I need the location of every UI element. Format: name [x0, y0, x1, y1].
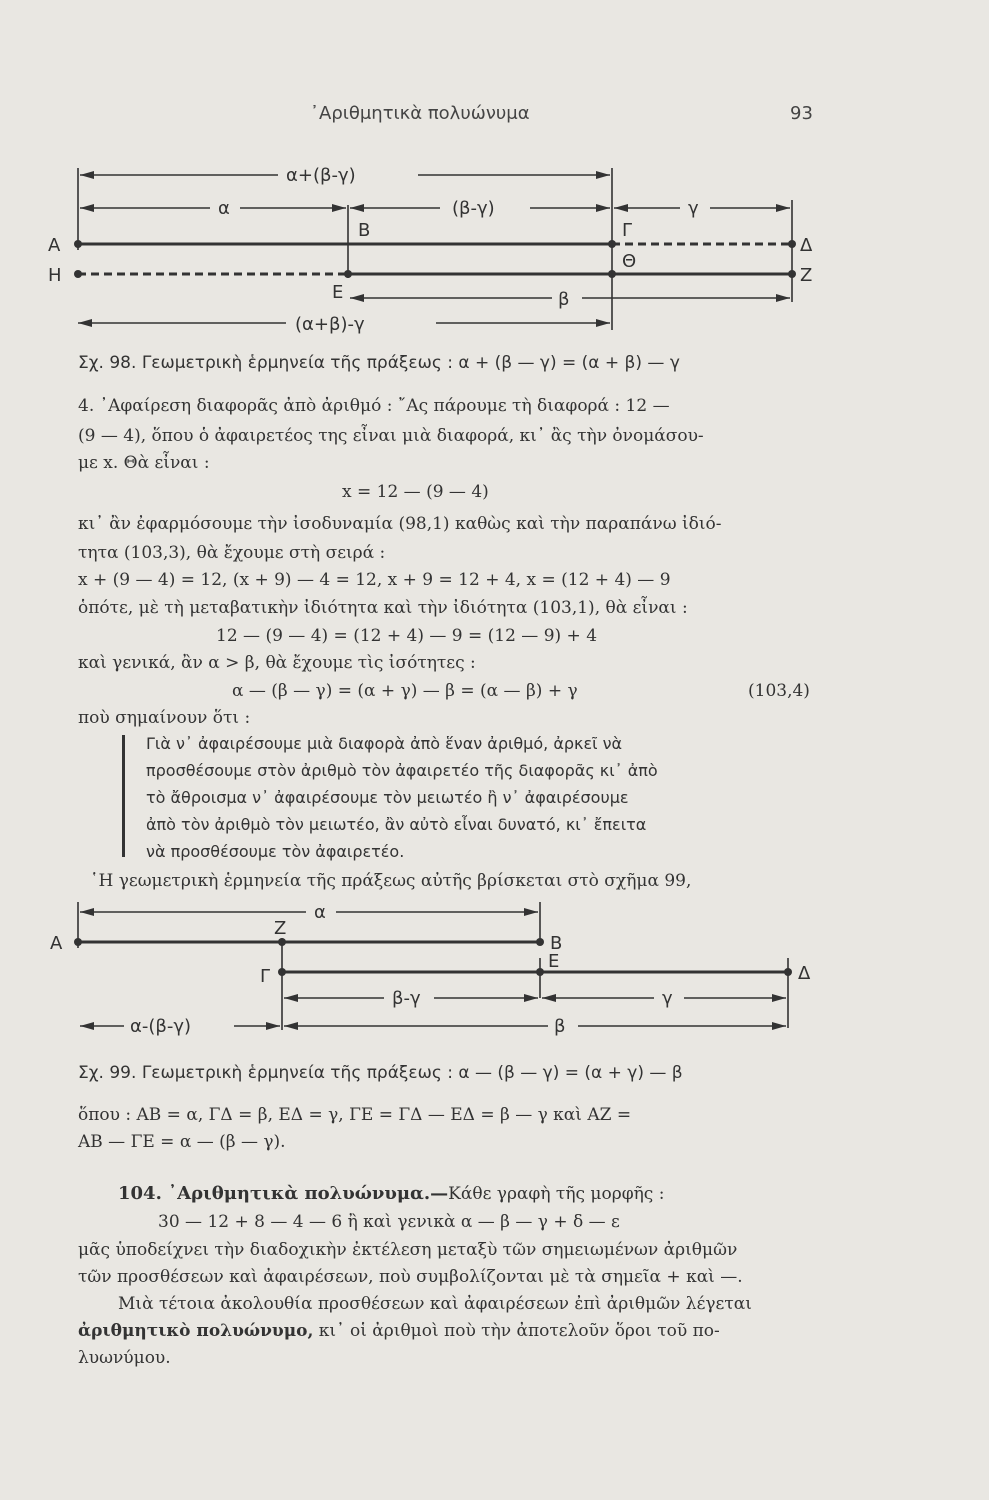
point-G: [608, 240, 616, 248]
point-D: [784, 968, 792, 976]
fig98-label-Th: Θ: [622, 251, 637, 272]
fig98-label-H: H: [48, 265, 62, 286]
fig98-label-Z: Z: [800, 265, 813, 286]
fig99-label-a-minus: α-(β-γ): [130, 1016, 192, 1037]
rule-line-4: ἀπὸ τὸν ἀριθμὸ τὸν μειωτέο, ἂν αὐτὸ εἶναι δυνατό, κι᾿ ἔπειτα: [146, 815, 647, 834]
point-H: [74, 270, 82, 278]
s4-line4: κι᾿ ἂν ἐφαρμόσουμε τὴν ἰσοδυναμία (98,1) καθὼς καὶ τὴν παραπάνω ἰδιό-: [78, 514, 722, 534]
fig99-caption-lead: Σχ. 99.: [78, 1063, 137, 1083]
point-G: [278, 968, 286, 976]
s104-term: ἀριθμητικὸ πολυώνυμο,: [78, 1321, 314, 1341]
s4-line3: με x. Θὰ εἶναι :: [78, 453, 210, 473]
fig98-label-top: α+(β-γ): [286, 165, 356, 186]
s104-line1: [118, 1179, 664, 1209]
rule-line-1: Γιὰ ν᾿ ἀφαιρέσουμε μιὰ διαφορὰ ἀπὸ ἕναν ἀριθμό, ἀρκεῖ νὰ: [146, 734, 623, 753]
s4-line7: καὶ γενικά, ἂν α > β, θὰ ἔχουμε τὶς ἰσότητες :: [78, 653, 476, 673]
s104-line2: μᾶς ὑποδείχνει τὴν διαδοχικὴν ἐκτέλεση μεταξὺ τῶν σημειωμένων ἀριθμῶν: [78, 1240, 738, 1260]
rule-box-bar: [122, 735, 125, 857]
point-D: [788, 240, 796, 248]
s104-line5: [78, 1316, 720, 1346]
rule-box: [146, 730, 658, 865]
fig99-label-A: A: [50, 933, 63, 954]
s104-line3: τῶν προσθέσεων καὶ ἀφαιρέσεων, ποὺ συμβολίζονται μὲ τὰ σημεῖα + καὶ —.: [78, 1267, 743, 1287]
fig98-label-D: Δ: [800, 235, 813, 256]
fig98-label-b: β: [558, 289, 570, 310]
fig99-label-g: γ: [662, 988, 673, 1009]
fig99-label-G: Γ: [260, 966, 271, 987]
fig98-label-bottom: (α+β)-γ: [295, 314, 365, 335]
point-E: [344, 270, 352, 278]
after-box-line: ῾Η γεωμετρικὴ ἑρμηνεία τῆς πράξεως αὐτῆς βρίσκεται στὸ σχῆμα 99,: [90, 871, 692, 891]
fig98-caption-lead: Σχ. 98.: [78, 353, 137, 373]
s4-heading: 4. ᾿Αφαίρεση διαφορᾶς ἀπὸ ἀριθμό :: [78, 396, 393, 416]
s4-eq4-number: (103,4): [748, 681, 810, 701]
fig98-label-E: E: [332, 282, 344, 303]
fig99-label-Z: Z: [274, 918, 287, 939]
rule-line-2: προσθέσουμε στὸν ἀριθμὸ τὸν ἀφαιρετέο τῆς διαφορᾶς κι᾿ ἀπὸ: [146, 761, 658, 780]
s104-title-rest: Κάθε γραφὴ τῆς μορφῆς :: [448, 1184, 665, 1204]
s4-line5: τητα (103,3), θὰ ἔχουμε στὴ σειρά :: [78, 543, 386, 563]
point-B: [536, 938, 544, 946]
rule-line-3: τὸ ἄθροισμα ν᾿ ἀφαιρέσουμε τὸν μειωτέο ἢ ν᾿ ἀφαιρέσουμε: [146, 788, 629, 807]
running-head: ᾿Αριθμητικὰ πολυώνυμα: [310, 103, 530, 124]
point-A: [74, 938, 82, 946]
point-Z: [788, 270, 796, 278]
fig99-label-b-minus-g: β-γ: [392, 988, 421, 1009]
s4-line1: [78, 391, 670, 421]
s4-eq2: x + (9 — 4) = 12, (x + 9) — 4 = 12, x + 9 = 12 + 4, x = (12 + 4) — 9: [78, 570, 671, 590]
figure-99: [40, 898, 840, 1048]
s104-expr: 30 — 12 + 8 — 4 — 6 ἢ καὶ γενικὰ α — β — γ + δ — ε: [158, 1212, 620, 1232]
point-Z: [278, 938, 286, 946]
fig99-label-D: Δ: [798, 963, 811, 984]
fig98-label-b-minus-g: (β-γ): [452, 198, 495, 219]
fig98-label-a: α: [218, 198, 230, 219]
s104-line6: λυωνύμου.: [78, 1348, 171, 1368]
s4-eq3: 12 — (9 — 4) = (12 + 4) — 9 = (12 — 9) + 4: [216, 626, 598, 646]
s4-eq4: α — (β — γ) = (α + γ) — β = (α — β) + γ: [232, 681, 578, 701]
s4-line8: ποὺ σημαίνουν ὅτι :: [78, 708, 251, 728]
point-Th: [608, 270, 616, 278]
s4-eq1: x = 12 — (9 — 4): [342, 482, 489, 502]
s4-line6: ὁπότε, μὲ τὴ μεταβατικὴν ἰδιότητα καὶ τὴν ἰδιότητα (103,1), θὰ εἶναι :: [78, 598, 688, 618]
page-number: 93: [790, 103, 813, 124]
defs-line2: ΑΒ — ΓΕ = α — (β — γ).: [78, 1132, 286, 1152]
s104-line4: Μιὰ τέτοια ἀκολουθία προσθέσεων καὶ ἀφαιρέσεων ἐπὶ ἀριθμῶν λέγεται: [118, 1294, 752, 1314]
point-E: [536, 968, 544, 976]
fig99-label-a: α: [314, 902, 326, 923]
fig99-caption-text: Γεωμετρικὴ ἑρμηνεία τῆς πράξεως : α — (β — γ) = (α + γ) — β: [141, 1063, 683, 1083]
fig99-label-B: B: [550, 933, 563, 954]
fig99-caption: [78, 1063, 683, 1083]
point-A: [74, 240, 82, 248]
defs-line1: ὅπου : ΑΒ = α, ΓΔ = β, ΕΔ = γ, ΓΕ = ΓΔ — ΕΔ = β — γ καὶ ΑΖ =: [78, 1105, 632, 1125]
fig99-label-E: E: [548, 951, 560, 972]
fig98-label-g: γ: [688, 198, 699, 219]
s104-title: 104. ᾿Αριθμητικὰ πολυώνυμα.—: [118, 1183, 449, 1204]
fig98-caption-text: Γεωμετρικὴ ἑρμηνεία τῆς πράξεως : α + (β — γ) = (α + β) — γ: [141, 353, 680, 373]
fig98-caption: [78, 353, 680, 373]
fig98-label-A: A: [48, 235, 61, 256]
s4-line2: (9 — 4), ὅπου ὁ ἀφαιρετέος της εἶναι μιὰ διαφορά, κι᾿ ἂς τὴν ὀνομάσου-: [78, 426, 704, 446]
s104-line5-rest: κι᾿ οἱ ἀριθμοὶ ποὺ τὴν ἀποτελοῦν ὅροι τοῦ πο-: [313, 1321, 720, 1341]
fig98-label-G: Γ: [622, 220, 633, 241]
s4-line1-rest: ῎Ας πάρουμε τὴ διαφορά : 12 —: [397, 396, 670, 416]
rule-line-5: νὰ προσθέσουμε τὸν ἀφαιρετέο.: [146, 842, 405, 861]
fig98-label-B: B: [358, 220, 371, 241]
fig99-label-b: β: [554, 1016, 566, 1037]
figure-98: [40, 150, 840, 345]
